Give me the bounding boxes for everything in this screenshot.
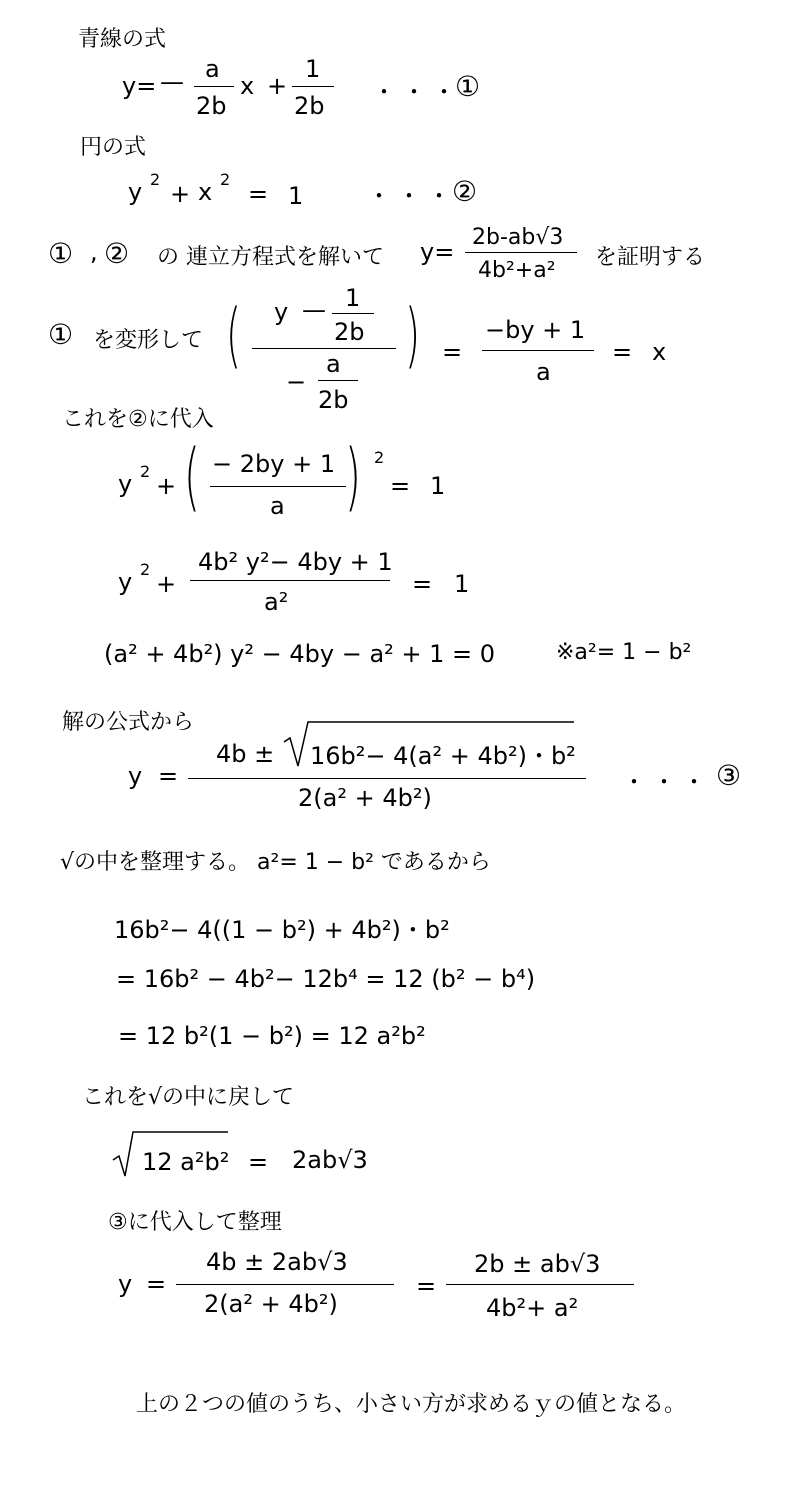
transform-paren-right: ) bbox=[405, 294, 421, 376]
heading-circle: 円の式 bbox=[80, 135, 147, 160]
line-e: 16b²− 4((1 − b²) + 4b²)・b² bbox=[114, 916, 450, 944]
line-a-one: 1 bbox=[430, 472, 446, 500]
line-a-paren-left: ( bbox=[184, 434, 200, 520]
line-i-eq: = bbox=[146, 1270, 167, 1298]
line-i-eq-2: = bbox=[416, 1272, 437, 1300]
line-b-den: a² bbox=[264, 588, 289, 616]
eq1-frac-den: 2b bbox=[196, 92, 227, 120]
line-d-bar bbox=[188, 778, 586, 779]
substitute-text: これを②に代入 bbox=[62, 407, 214, 432]
transform-marker: ① bbox=[48, 318, 74, 351]
line-b-eq: = bbox=[412, 570, 433, 598]
claim-marker-1: ① bbox=[48, 237, 74, 270]
claim-den: 4b²+a² bbox=[478, 258, 556, 283]
sqrt-text: √の中を整理する。 a²= 1 − b² であるから bbox=[60, 850, 491, 875]
line-i-bar1 bbox=[176, 1284, 394, 1285]
line-a-plus: + bbox=[156, 472, 177, 500]
transform-y: y bbox=[274, 298, 289, 326]
formula-text: 解の公式から bbox=[62, 710, 195, 735]
line-a-exp: 2 bbox=[140, 462, 151, 481]
eq2-dots: ・・・ bbox=[367, 182, 457, 210]
eq1-lhs: y= bbox=[122, 72, 157, 100]
eq2-exp-x: 2 bbox=[220, 170, 231, 189]
line-h-rhs: 2ab√3 bbox=[292, 1146, 368, 1174]
eq1-frac-num: a bbox=[205, 55, 220, 83]
eq1-frac2-num: 1 bbox=[305, 55, 321, 83]
transform-rhs-num: −by + 1 bbox=[485, 316, 586, 344]
line-g: = 12 b²(1 − b²) = 12 a²b² bbox=[118, 1022, 426, 1050]
eq2-one: 1 bbox=[288, 182, 304, 210]
line-i-y: y bbox=[118, 1270, 133, 1298]
line-i-num2: 2b ± ab√3 bbox=[474, 1250, 601, 1278]
line-b-one: 1 bbox=[454, 570, 470, 598]
line-b-plus: + bbox=[156, 570, 177, 598]
eq1-dots: ・・・ bbox=[372, 78, 462, 106]
eq1-x: x bbox=[240, 72, 255, 100]
line-c: (a² + 4b²) y² − 4by − a² + 1 = 0 bbox=[104, 640, 496, 668]
line-d-eq: = bbox=[158, 762, 179, 790]
line-a-eq: = bbox=[390, 472, 411, 500]
line-d-rad: 16b²− 4(a² + 4b²)・b² bbox=[310, 742, 576, 770]
return-text: これを√の中に戻して bbox=[82, 1085, 295, 1110]
eq1-marker: ① bbox=[455, 70, 481, 103]
conclusion-text: 上の２つの値のうち、小さい方が求めるｙの値となる。 bbox=[136, 1392, 687, 1417]
eq2-x: x bbox=[198, 178, 213, 206]
transform-rhs-den: a bbox=[536, 358, 551, 386]
eq2-eq: = bbox=[248, 180, 269, 208]
subst3-text: ③に代入して整理 bbox=[108, 1210, 282, 1235]
transform-d-den: 2b bbox=[318, 386, 349, 414]
claim-text-1: の 連立方程式を解いて bbox=[157, 245, 384, 270]
transform-minus: — bbox=[302, 296, 326, 324]
line-d-den: 2(a² + 4b²) bbox=[298, 784, 432, 812]
line-i-den1: 2(a² + 4b²) bbox=[204, 1290, 338, 1318]
eq2-marker: ② bbox=[452, 175, 478, 208]
line-a-den: a bbox=[270, 492, 285, 520]
transform-x: x bbox=[652, 338, 667, 366]
eq1-plus: + bbox=[267, 72, 288, 100]
line-d-dots: ・・・ bbox=[622, 768, 712, 796]
claim-lhs: y= bbox=[420, 238, 455, 266]
claim-num: 2b-ab√3 bbox=[472, 225, 564, 250]
line-d-num-a: 4b ± bbox=[216, 740, 275, 768]
line-a-exp-2: 2 bbox=[374, 448, 385, 467]
line-h-eq: = bbox=[248, 1148, 269, 1176]
transform-paren-left: ( bbox=[226, 294, 242, 376]
eq1-frac2-den: 2b bbox=[294, 92, 325, 120]
line-d-marker: ③ bbox=[716, 759, 742, 792]
line-a-y: y bbox=[118, 470, 133, 498]
line-d-y: y bbox=[128, 762, 143, 790]
transform-eq-2: = bbox=[612, 338, 633, 366]
eq2-exp-y: 2 bbox=[150, 170, 161, 189]
claim-marker-2: ② bbox=[104, 237, 130, 270]
line-i-den2: 4b²+ a² bbox=[486, 1294, 579, 1322]
line-a-paren-right: ) bbox=[345, 434, 361, 520]
line-h-rad: 12 a²b² bbox=[142, 1148, 230, 1176]
claim-comma: , bbox=[90, 238, 98, 266]
line-b-exp: 2 bbox=[140, 560, 151, 579]
eq1-minus: — bbox=[160, 68, 184, 96]
line-f: = 16b² − 4b²− 12b⁴ = 12 (b² − b⁴) bbox=[116, 965, 536, 993]
line-c-note: ※a²= 1 − b² bbox=[556, 640, 692, 665]
line-a-num: − 2by + 1 bbox=[212, 450, 336, 478]
claim-text-2: を証明する bbox=[595, 245, 706, 270]
transform-f-den: 2b bbox=[334, 318, 365, 346]
line-b-y: y bbox=[118, 568, 133, 596]
line-i-bar2 bbox=[446, 1284, 634, 1285]
line-b-num: 4b² y²− 4by + 1 bbox=[198, 548, 393, 576]
transform-d-num: a bbox=[326, 350, 341, 378]
transform-d-minus: − bbox=[286, 368, 307, 396]
heading-blue-line: 青線の式 bbox=[78, 27, 167, 52]
line-i-num1: 4b ± 2ab√3 bbox=[206, 1248, 348, 1276]
eq2-y: y bbox=[128, 178, 143, 206]
transform-eq: = bbox=[442, 338, 463, 366]
eq2-plus: + bbox=[170, 180, 191, 208]
transform-text: を変形して bbox=[93, 328, 204, 353]
transform-f-num: 1 bbox=[345, 284, 361, 312]
